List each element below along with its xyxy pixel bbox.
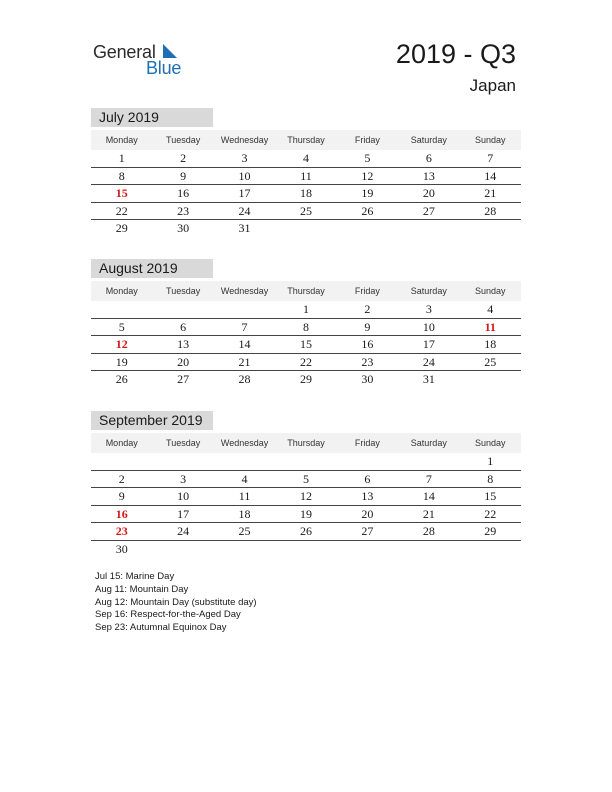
day-cell: 22 xyxy=(299,354,312,369)
weekday-label: Thursday xyxy=(287,286,325,296)
weekday-label: Saturday xyxy=(410,286,447,296)
page-title: 2019 - Q3 xyxy=(395,39,516,69)
weekday-label: Wednesday xyxy=(220,135,269,145)
day-cell: 26 xyxy=(361,203,374,218)
day-cell: 28 xyxy=(422,524,435,538)
week-row xyxy=(91,150,521,168)
holiday-note: Sep 16: Respect-for-the-Aged Day xyxy=(95,609,241,621)
day-cell xyxy=(275,541,336,558)
day-cell xyxy=(214,541,275,558)
day-cell xyxy=(214,453,275,470)
day-cell: 13 xyxy=(361,489,374,503)
day-cell: 7 xyxy=(425,471,432,486)
week-row xyxy=(91,471,521,489)
day-cell: 28 xyxy=(238,372,251,386)
holiday-day-cell: 11 xyxy=(484,319,496,334)
weekday-label: Thursday xyxy=(287,438,325,448)
day-cell: 31 xyxy=(422,372,435,386)
day-cell: 23 xyxy=(177,203,190,218)
day-cell xyxy=(91,301,152,318)
day-cell: 4 xyxy=(487,302,494,316)
day-cell: 1 xyxy=(118,151,125,165)
day-cell: 14 xyxy=(422,489,435,503)
holiday-day-cell: 23 xyxy=(115,524,128,538)
day-cell: 1 xyxy=(302,302,309,316)
day-cell: 23 xyxy=(361,354,374,369)
holiday-note: Jul 15: Marine Day xyxy=(95,571,175,582)
month-september xyxy=(91,411,521,557)
day-cell xyxy=(275,220,336,237)
day-cell: 25 xyxy=(238,524,251,538)
day-cell: 25 xyxy=(484,354,497,369)
day-cell: 24 xyxy=(238,203,251,218)
day-cell: 17 xyxy=(422,337,435,351)
day-cell: 6 xyxy=(364,471,371,486)
day-cell: 8 xyxy=(302,319,309,334)
day-cell: 16 xyxy=(361,337,374,351)
day-cell: 29 xyxy=(115,221,128,235)
day-cell: 4 xyxy=(302,151,309,165)
day-cell xyxy=(152,541,213,558)
day-cell: 5 xyxy=(364,151,371,165)
day-cell: 21 xyxy=(484,186,497,200)
day-cell: 10 xyxy=(422,319,435,334)
week-row xyxy=(91,319,521,337)
weekday-label: Tuesday xyxy=(166,438,201,448)
weekday-header-row xyxy=(91,130,521,150)
day-cell: 3 xyxy=(241,151,248,165)
day-cell: 26 xyxy=(115,372,128,386)
week-row xyxy=(91,220,521,237)
weekday-label: Wednesday xyxy=(220,286,269,296)
weekday-label: Monday xyxy=(105,286,138,296)
day-cell: 4 xyxy=(241,471,248,486)
day-cell: 14 xyxy=(484,168,497,183)
day-cell: 15 xyxy=(299,337,312,351)
weekday-label: Sunday xyxy=(474,135,506,145)
day-cell: 10 xyxy=(177,489,190,503)
day-cell: 26 xyxy=(299,524,312,538)
day-cell: 6 xyxy=(425,151,432,165)
day-cell xyxy=(460,371,521,388)
day-cell xyxy=(337,220,398,237)
weekday-label: Thursday xyxy=(287,135,325,145)
day-cell: 20 xyxy=(177,354,190,369)
week-row xyxy=(91,488,521,506)
weekday-label: Monday xyxy=(105,135,138,145)
weekday-label: Saturday xyxy=(410,438,447,448)
day-cell xyxy=(398,541,459,558)
day-cell: 8 xyxy=(487,471,494,486)
day-cell: 2 xyxy=(180,151,187,165)
day-cell: 7 xyxy=(241,319,248,334)
week-row xyxy=(91,453,521,471)
day-cell: 11 xyxy=(238,489,251,503)
day-cell: 29 xyxy=(299,372,312,386)
day-cell: 9 xyxy=(118,489,125,503)
day-cell: 24 xyxy=(177,524,190,538)
weekday-label: Monday xyxy=(105,438,138,448)
weekday-label: Wednesday xyxy=(220,438,269,448)
weekday-label: Tuesday xyxy=(166,135,201,145)
day-cell: 19 xyxy=(361,186,374,200)
country-label: Japan xyxy=(469,76,516,95)
weekday-label: Friday xyxy=(354,135,380,145)
week-row xyxy=(91,336,521,354)
day-cell: 20 xyxy=(422,186,435,200)
day-cell: 22 xyxy=(484,506,497,521)
day-cell: 18 xyxy=(238,506,251,521)
day-cell xyxy=(460,220,521,237)
day-cell: 13 xyxy=(177,337,190,351)
day-cell xyxy=(398,453,459,470)
weekday-header-row xyxy=(91,281,521,301)
day-cell: 30 xyxy=(361,372,374,386)
day-cell: 21 xyxy=(238,354,251,369)
week-row xyxy=(91,541,521,558)
day-cell xyxy=(398,220,459,237)
weekday-label: Sunday xyxy=(474,438,506,448)
day-cell: 29 xyxy=(484,524,497,538)
day-cell: 24 xyxy=(422,354,435,369)
day-cell: 11 xyxy=(300,168,312,183)
weekday-label: Friday xyxy=(354,438,380,448)
day-cell: 2 xyxy=(364,302,371,316)
day-cell: 27 xyxy=(177,372,190,386)
day-cell: 19 xyxy=(115,354,128,369)
holiday-note: Sep 23: Autumnal Equinox Day xyxy=(95,622,227,634)
week-row xyxy=(91,203,521,221)
day-cell: 5 xyxy=(302,471,309,486)
day-cell: 30 xyxy=(115,541,128,556)
day-cell: 18 xyxy=(484,337,497,351)
day-cell: 30 xyxy=(177,221,190,235)
day-cell: 27 xyxy=(422,203,435,218)
day-cell xyxy=(337,541,398,558)
day-cell: 15 xyxy=(484,489,497,503)
week-row xyxy=(91,371,521,388)
day-cell xyxy=(152,453,213,470)
day-cell: 9 xyxy=(364,319,371,334)
weekday-label: Saturday xyxy=(410,135,447,145)
week-row xyxy=(91,506,521,524)
holiday-day-cell: 16 xyxy=(115,506,128,521)
brand-word-general: General xyxy=(93,42,156,62)
day-cell: 17 xyxy=(238,186,251,200)
day-cell: 10 xyxy=(238,168,251,183)
weekday-label: Sunday xyxy=(474,286,506,296)
day-cell: 9 xyxy=(180,168,187,183)
brand-word-blue: Blue xyxy=(146,58,182,78)
week-row xyxy=(91,354,521,372)
day-cell: 16 xyxy=(177,186,190,200)
day-cell: 21 xyxy=(422,506,435,521)
day-cell: 18 xyxy=(299,186,312,200)
brand-logo xyxy=(93,40,193,80)
day-cell: 19 xyxy=(299,506,312,521)
day-cell: 14 xyxy=(238,337,251,351)
brand-triangle-icon xyxy=(163,44,177,58)
month-title: August 2019 xyxy=(91,259,213,278)
holiday-notes xyxy=(95,571,257,635)
holiday-note: Aug 12: Mountain Day (substitute day) xyxy=(95,596,257,608)
day-cell: 3 xyxy=(180,471,187,486)
day-cell xyxy=(275,453,336,470)
day-cell: 12 xyxy=(299,489,312,503)
day-cell: 25 xyxy=(299,203,312,218)
weekday-label: Friday xyxy=(354,286,380,296)
week-row xyxy=(91,523,521,541)
holiday-day-cell: 15 xyxy=(115,186,128,200)
day-cell xyxy=(214,301,275,318)
day-cell: 17 xyxy=(177,506,190,521)
day-cell: 1 xyxy=(487,454,494,468)
month-august xyxy=(91,259,521,388)
day-cell: 20 xyxy=(361,506,374,521)
month-july xyxy=(91,108,521,237)
day-cell: 13 xyxy=(422,168,435,183)
weekday-label: Tuesday xyxy=(166,286,201,296)
day-cell xyxy=(460,541,521,558)
week-row xyxy=(91,301,521,319)
weekday-header-row xyxy=(91,433,521,453)
day-cell: 5 xyxy=(118,319,125,334)
day-cell: 28 xyxy=(484,203,497,218)
day-cell xyxy=(337,453,398,470)
day-cell xyxy=(152,301,213,318)
day-cell: 6 xyxy=(180,319,187,334)
day-cell: 2 xyxy=(118,471,125,486)
day-cell: 27 xyxy=(361,524,374,538)
day-cell: 12 xyxy=(361,168,374,183)
month-title: September 2019 xyxy=(91,411,213,430)
holiday-day-cell: 12 xyxy=(115,337,128,351)
day-cell: 31 xyxy=(238,221,251,235)
day-cell: 22 xyxy=(115,203,128,218)
week-row xyxy=(91,185,521,203)
day-cell xyxy=(91,453,152,470)
month-title: July 2019 xyxy=(91,108,213,127)
day-cell: 7 xyxy=(487,151,494,165)
day-cell: 8 xyxy=(118,168,125,183)
day-cell: 3 xyxy=(425,302,432,316)
week-row xyxy=(91,168,521,186)
holiday-note: Aug 11: Mountain Day xyxy=(95,583,189,595)
